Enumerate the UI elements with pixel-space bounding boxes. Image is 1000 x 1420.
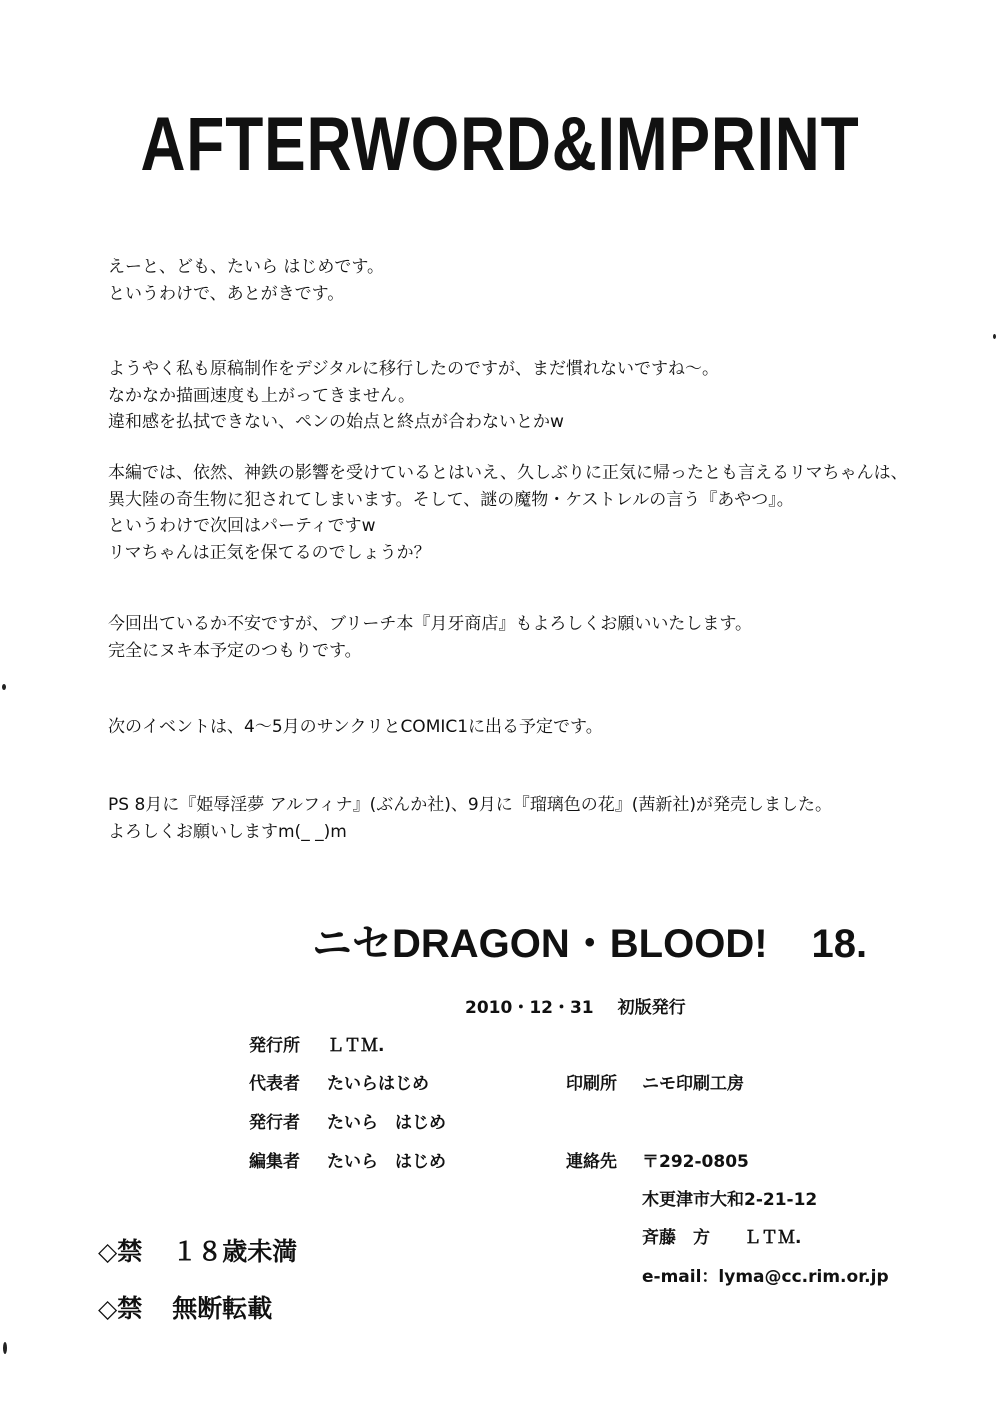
- publisher-label: 発行所: [249, 1036, 300, 1056]
- notice-mark: ◇禁: [98, 1294, 143, 1323]
- contact-label: 連絡先: [566, 1152, 617, 1172]
- book-title: [312, 918, 867, 970]
- contact-row: [566, 1149, 749, 1175]
- editor-label: 編集者: [249, 1152, 300, 1172]
- scan-speck: [2, 684, 6, 690]
- edition-label: 初版発行: [617, 998, 686, 1018]
- notice-mark: ◇禁: [98, 1237, 143, 1266]
- afterword-line: 違和感を払拭できない、ペンの始点と終点が合わないとかw: [108, 412, 564, 432]
- scan-speck: [3, 1342, 7, 1354]
- publisher-row: [249, 1033, 384, 1059]
- afterword-paragraph-4: [108, 611, 968, 664]
- representative-label: 代表者: [249, 1074, 300, 1094]
- page-title: AFTERWORD&IMPRINT: [140, 102, 860, 187]
- address: 木更津市大和2-21-12: [642, 1190, 818, 1210]
- publication-date: 2010・12・31: [465, 998, 594, 1018]
- notice-no-reprint: [98, 1292, 272, 1326]
- publication-date-line: [465, 995, 686, 1021]
- notice-age-restriction: [98, 1235, 297, 1269]
- email: e-mail：lyma@cc.rim.or.jp: [642, 1267, 889, 1287]
- afterword-line: よろしくお願いしますm(_ _)m: [108, 821, 347, 842]
- issuer-label: 発行者: [249, 1113, 300, 1133]
- postal-code: 〒292-0805: [642, 1152, 749, 1172]
- publisher-value: ＬＴＭ.: [327, 1036, 385, 1056]
- printer-label: 印刷所: [566, 1074, 617, 1094]
- afterword-paragraph-1: [108, 254, 968, 307]
- afterword-line: というわけで、あとがきです。: [108, 283, 345, 304]
- issuer-row: [249, 1110, 446, 1136]
- afterword-paragraph-2: [108, 356, 968, 436]
- issuer-value: たいら はじめ: [327, 1113, 446, 1133]
- afterword-paragraph-6: [108, 792, 968, 845]
- afterword-line: ようやく私も原稿制作をデジタルに移行したのですが、まだ慣れないですね～。: [108, 359, 719, 379]
- afterword-line: PS 8月に『姫辱淫夢 アルフィナ』(ぶんか社)、9月に『瑠璃色の花』(茜新社)が発売しました。: [108, 795, 832, 815]
- care-of: 斉藤 方 ＬＴＭ.: [642, 1228, 802, 1248]
- representative-row: [249, 1071, 429, 1097]
- volume-number: 18.: [811, 922, 868, 966]
- scan-speck: [993, 334, 996, 339]
- representative-value: たいらはじめ: [327, 1074, 429, 1094]
- afterword-line: 本編では、依然、神鉄の影響を受けているとはいえ、久しぶりに正気に帰ったとも言えるリマちゃんは、: [108, 463, 908, 483]
- afterword-paragraph-3: [108, 460, 968, 566]
- afterword-paragraph-5: [108, 714, 968, 741]
- afterword-line: 異大陸の奇生物に犯されてしまいます。そして、謎の魔物・ケストレルの言う『あやつ』。: [108, 489, 794, 510]
- afterword-line: 次のイベントは、4～5月のサンクリとCOMIC1に出る予定です。: [108, 717, 603, 737]
- afterword-line: というわけで次回はパーティですw: [108, 516, 376, 536]
- editor-row: [249, 1149, 446, 1175]
- editor-value: たいら はじめ: [327, 1152, 446, 1172]
- printer-row: [566, 1071, 744, 1097]
- printer-value: ニモ印刷工房: [642, 1074, 744, 1094]
- book-title-text: ニセDRAGON・BLOOD!: [312, 922, 768, 966]
- afterword-line: なかなか描画速度も上がってきません。: [108, 385, 416, 406]
- notice-text: １８歳未満: [172, 1237, 298, 1266]
- afterword-line: 完全にヌキ本予定のつもりです。: [108, 640, 362, 661]
- afterword-line: 今回出ているか不安ですが、ブリーチ本『月牙商店』もよろしくお願いいたします。: [108, 614, 752, 634]
- afterword-line: えーと、ども、たいら はじめです。: [108, 257, 385, 277]
- notice-text: 無断転載: [172, 1294, 273, 1323]
- afterword-line: リマちゃんは正気を保てるのでしょうか？: [108, 542, 431, 563]
